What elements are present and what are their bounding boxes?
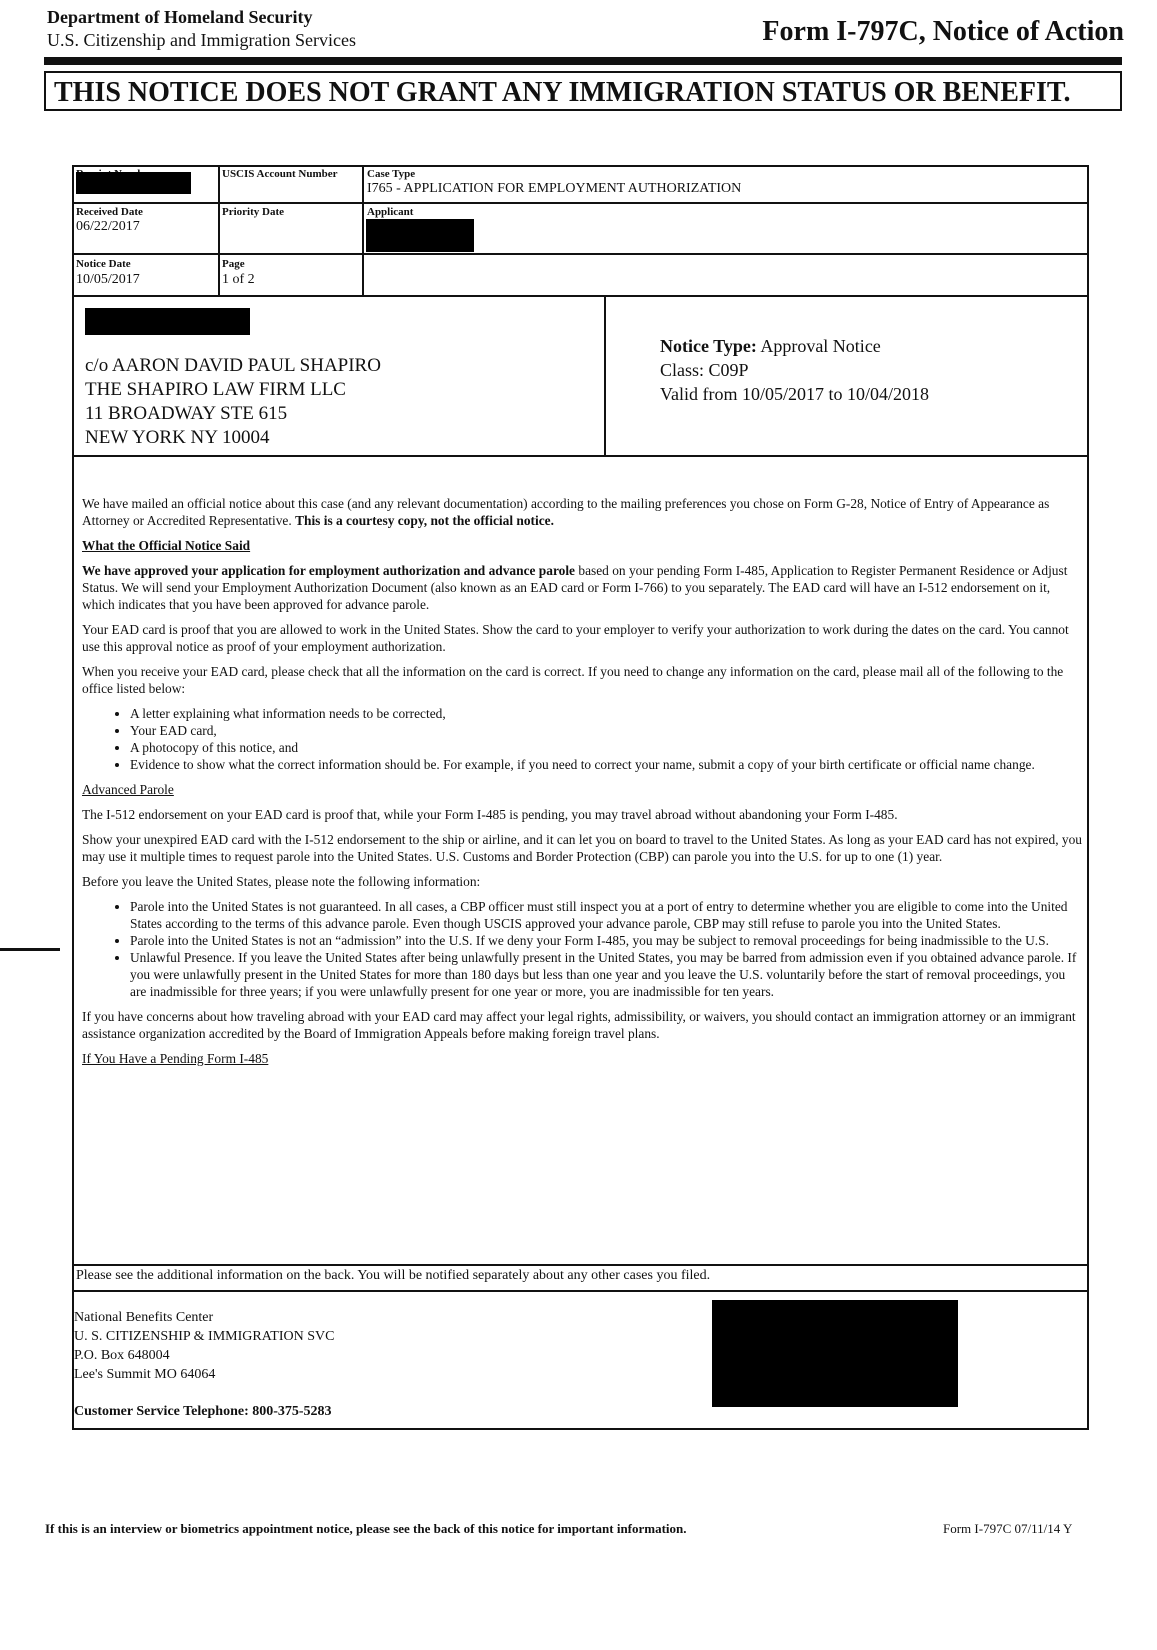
page-label: Page (222, 258, 245, 270)
grid-line (72, 202, 1089, 204)
office-line: Lee's Summit MO 64064 (74, 1367, 216, 1382)
received-date-label: Received Date (76, 206, 143, 218)
agency-header (47, 6, 356, 52)
status-banner: THIS NOTICE DOES NOT GRANT ANY IMMIGRATION STATUS OR BENEFIT. (44, 71, 1122, 111)
form-title: Form I-797C, Notice of Action (762, 16, 1124, 47)
list-item: • Unlawful Presence. If you leave the United States after being unlawfully present in the United States, you may be barred from admission even if you obtained advance parole. If you were unlawfully present in the United States for more than 180 days but less than one year and you leave the U.S. voluntarily before the start of removal proceedings, you are inadmissible for three years; if you were unlawfully present for one year or more, you are inadmissible for ten years. (130, 949, 1082, 1000)
list-item: • Evidence to show what the correct information should be. For example, if you need to correct your name, submit a copy of your birth certificate or official name change. (130, 756, 1082, 773)
notice-type-label: Notice Type: (660, 336, 757, 356)
see-back-note: Please see the additional information on the back. You will be notified separately about any other cases you filed. (76, 1268, 711, 1283)
list-item: • Parole into the United States is not an “admission” into the U.S. If we deny your Form I-485, you may be subject to removal proceedings for being inadmissible to the U.S. (130, 932, 1082, 949)
agency-name: U.S. Citizenship and Immigration Services (47, 30, 356, 50)
customer-service-phone: Customer Service Telephone: 800-375-5283 (74, 1404, 332, 1419)
list-item: • A letter explaining what information needs to be corrected, (130, 705, 1082, 722)
address-line: NEW YORK NY 10004 (85, 427, 270, 448)
courtesy-copy-note: This is a courtesy copy, not the official notice. (295, 513, 554, 528)
official-notice-heading: What the Official Notice Said (82, 538, 251, 553)
grid-line (72, 253, 1089, 255)
grid-line (218, 165, 220, 295)
notice-type-value: Approval Notice (760, 336, 881, 356)
form-version: Form I-797C 07/11/14 Y (943, 1521, 1073, 1536)
concerns-paragraph: If you have concerns about how traveling abroad with your EAD card may affect your legal rights, admissibility, or waivers, you should contact an immigration attorney or an immigrant assistance organization accredited by the Board of Immigration Appeals before making foreign travel plans. (82, 1009, 1076, 1041)
department-name: Department of Homeland Security (47, 7, 313, 27)
office-line: National Benefits Center (74, 1310, 214, 1325)
address-line: THE SHAPIRO LAW FIRM LLC (85, 379, 346, 400)
redaction-block (85, 308, 250, 335)
approval-statement: We have approved your application for employment authorization and advance parole (82, 563, 576, 578)
case-type-value: I765 - APPLICATION FOR EMPLOYMENT AUTHORIZATION (367, 181, 742, 196)
address-line: c/o AARON DAVID PAUL SHAPIRO (85, 355, 381, 376)
notice-summary (660, 334, 929, 406)
notice-date-value: 10/05/2017 (76, 272, 140, 287)
office-line: P.O. Box 648004 (74, 1348, 170, 1363)
show-card-paragraph: Show your unexpired EAD card with the I-512 endorsement to the ship or airline, and it can let you on board to travel to the United States. As long as your EAD card has not expired, you may use it multiple times to request parole into the United States. U.S. Customs and Border Protection (CBP) can parole you into the U.S. for up to one (1) year. (82, 832, 1082, 864)
mailing-address (85, 354, 381, 450)
intro-text: We have mailed an official notice about this case (and any relevant documentation) according to the mailing preferences you chose on Form G-28, Notice of Entry of Appearance as Attorney or Accredited Representative. (82, 496, 1050, 528)
notice-body (82, 495, 1082, 1075)
header-rule (44, 57, 1122, 65)
page-value: 1 of 2 (222, 272, 255, 287)
section-divider (72, 1264, 1089, 1266)
approval-details: based on your pending Form I-485, Application to Register Permanent Residence or Adjust Status. We will send your Employment Authorization Document (also known as an EAD card or Form I-766) to you separately. The EAD card will have an I-512 endorsement on it, which indicates that you have been approved for advance parole. (82, 563, 1068, 612)
receive-check-paragraph: When you receive your EAD card, please check that all the information on the card is correct. If you need to change any information on the card, please mail all of the following to the office listed below: (82, 664, 1064, 696)
case-type-label: Case Type (367, 168, 416, 180)
service-center-address (74, 1308, 334, 1384)
ead-proof-paragraph: Your EAD card is proof that you are allowed to work in the United States. Show the card to your employer to verify your authorization to work during the dates on the card. You cannot use this approval notice as proof of your employment authorization. (82, 622, 1069, 654)
notice-date-label: Notice Date (76, 258, 131, 270)
pending-i485-heading: If You Have a Pending Form I-485 (82, 1051, 269, 1066)
i512-paragraph: The I-512 endorsement on your EAD card is proof that, while your Form I-485 is pending, you may travel abroad without abandoning your Form I-485. (82, 807, 898, 822)
office-line: U. S. CITIZENSHIP & IMMIGRATION SVC (74, 1329, 335, 1344)
grid-line (72, 295, 1089, 297)
list-item: • A photocopy of this notice, and (130, 739, 1082, 756)
received-date-value: 06/22/2017 (76, 219, 140, 234)
section-divider (72, 455, 1089, 457)
advanced-parole-heading: Advanced Parole (82, 782, 174, 797)
section-divider (604, 295, 606, 455)
redaction-block (366, 219, 474, 252)
applicant-label: Applicant (367, 206, 414, 218)
address-line: 11 BROADWAY STE 615 (85, 403, 288, 424)
notice-class: Class: C09P (660, 360, 749, 380)
before-leave-paragraph: Before you leave the United States, please note the following information: (82, 874, 481, 889)
priority-date-label: Priority Date (222, 206, 284, 218)
list-item: • Parole into the United States is not guaranteed. In all cases, a CBP officer must still inspect you at a port of entry to determine whether you are eligible to come into the United States according to the terms of this advance parole. Even though USCIS approved your advance parole, CBP may still refuse to parole you into the United States. (130, 898, 1082, 932)
mail-items-list (82, 705, 1082, 773)
parole-items-list (82, 898, 1082, 1000)
section-divider (72, 1290, 1089, 1292)
redaction-block (712, 1300, 958, 1407)
interview-note: If this is an interview or biometrics appointment notice, please see the back of this notice for important information. (45, 1521, 687, 1536)
redaction-block (76, 172, 191, 194)
uscis-account-label: USCIS Account Number (222, 168, 338, 180)
list-item: • Your EAD card, (130, 722, 1082, 739)
grid-line (362, 165, 364, 295)
margin-mark (0, 948, 60, 951)
notice-validity: Valid from 10/05/2017 to 10/04/2018 (660, 384, 929, 404)
